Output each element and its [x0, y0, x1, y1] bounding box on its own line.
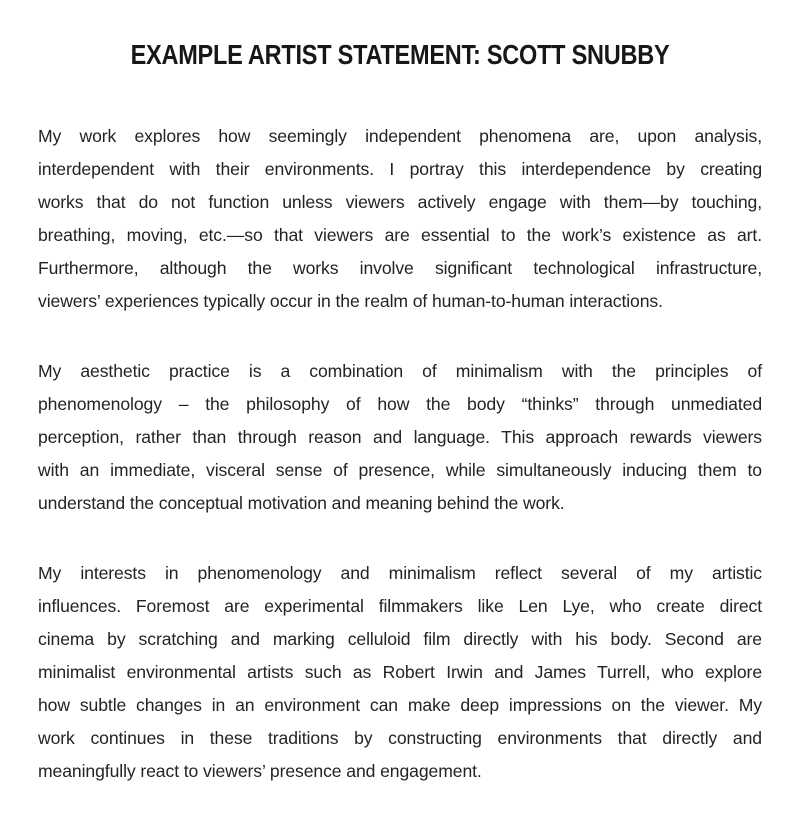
paragraph — [38, 120, 762, 318]
text-line: breathing, moving, etc.—so that viewers are essential to the work’s existence as art. — [38, 225, 762, 245]
text-line: understand the conceptual motivation and meaning behind the work. — [38, 493, 565, 513]
text-line: My aesthetic practice is a combination of minimalism with the principles of — [38, 361, 762, 381]
text-line: My work explores how seemingly independent phenomena are, upon analysis, — [38, 126, 762, 146]
text-line: cinema by scratching and marking celluloid film directly with his body. Second are — [38, 629, 762, 649]
text-line: interdependent with their environments. I portray this interdependence by creating — [38, 159, 762, 179]
text-line: viewers’ experiences typically occur in the realm of human-to-human interactions. — [38, 291, 663, 311]
paragraph — [38, 557, 762, 788]
text-line: works that do not function unless viewers actively engage with them—by touching, — [38, 192, 762, 212]
text-line: phenomenology – the philosophy of how the body “thinks” through unmediated — [38, 394, 762, 414]
text-line: with an immediate, visceral sense of presence, while simultaneously inducing them to — [38, 460, 762, 480]
text-line: Furthermore, although the works involve significant technological infrastructure, — [38, 258, 762, 278]
text-line: meaningfully react to viewers’ presence and engagement. — [38, 761, 482, 781]
document-body — [38, 120, 762, 788]
text-line: work continues in these traditions by constructing environments that directly and — [38, 728, 762, 748]
document-title: EXAMPLE ARTIST STATEMENT: SCOTT SNUBBY — [130, 39, 670, 70]
text-line: minimalist environmental artists such as Robert Irwin and James Turrell, who explore — [38, 662, 762, 682]
text-line: influences. Foremost are experimental filmmakers like Len Lye, who create direct — [38, 596, 762, 616]
text-line: how subtle changes in an environment can make deep impressions on the viewer. My — [38, 695, 762, 715]
text-line: perception, rather than through reason and language. This approach rewards viewers — [38, 427, 762, 447]
text-line: My interests in phenomenology and minimalism reflect several of my artistic — [38, 563, 762, 583]
paragraph — [38, 355, 762, 520]
